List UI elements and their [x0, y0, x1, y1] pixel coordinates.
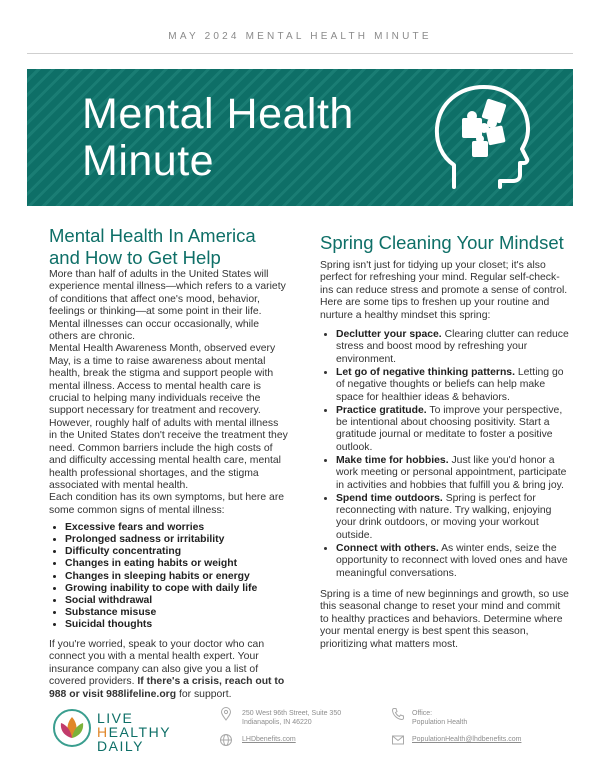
logo-initial-h: H	[97, 724, 109, 740]
banner-title-line1: Mental Health	[82, 90, 354, 138]
tip-title: Let go of negative thinking patterns.	[336, 366, 515, 378]
website-link[interactable]: LHDbenefits.com	[242, 736, 296, 743]
office-label: Office:	[412, 710, 433, 717]
tips-list	[320, 329, 570, 580]
address-block	[242, 709, 341, 727]
tip-title: Spend time outdoors.	[336, 492, 443, 504]
right-closing: Spring is a time of new beginnings and growth, so use this seasonal change to reset your mind and commit to healthy practices and behaviors. Determine where your mental energy is best spent this season, prioritizing what matters most.	[320, 588, 569, 650]
help-text: If you're worried, speak to your doctor who can connect you with a mental health expert. Your insurance company can also give you a list of covered providers.	[49, 638, 265, 688]
left-column	[49, 225, 289, 701]
right-intro: Spring isn't just for tidying up your closet; it's also perfect for refreshing your mind. Regular self-check-ins can reduce stress and promote a sense of control. Here are some tips to freshen up your routine and nurture a healthy mindset this spring:	[320, 260, 568, 321]
list-item	[336, 329, 570, 366]
crisis-text: If there's a crisis, reach out to 988 or visit 988lifeline.org	[49, 676, 285, 700]
office-value: Population Health	[412, 719, 468, 726]
address-line-2: Indianapolis, IN 46220	[242, 719, 312, 726]
list-item: • Excessive fears and worries	[65, 522, 289, 534]
office-block	[412, 709, 467, 727]
header-divider	[27, 53, 573, 54]
tip-text: As winter ends, seize the opportunity to reconnect with loved ones and have meaningful conversations.	[336, 543, 568, 579]
signs-list	[49, 522, 289, 631]
left-paragraph-4	[49, 639, 289, 701]
left-paragraph-1: More than half of adults in the United States will experience mental illness—which refers to a variety of conditions that affect one's mood, behavior, feelings or thinking—at some point in their life. Mental illnesses can occur occasionally, while others are chronic.	[49, 269, 286, 343]
list-item: • Substance misuse	[65, 607, 289, 619]
list-item	[336, 455, 570, 492]
list-item: • Suicidal thoughts	[65, 619, 289, 631]
logo-line-2	[97, 725, 171, 739]
email-link[interactable]: PopulationHealth@lhdbenefits.com	[412, 736, 522, 743]
location-pin-icon	[219, 707, 233, 721]
head-puzzle-icon	[432, 83, 532, 193]
title-banner	[27, 69, 573, 206]
tip-title: Make time for hobbies.	[336, 455, 449, 466]
list-item: • Social withdrawal	[65, 595, 289, 607]
footer	[0, 700, 600, 776]
right-section-heading: Spring Cleaning Your Mindset	[320, 232, 564, 253]
list-item	[336, 543, 570, 580]
newsletter-kicker: MAY 2024 MENTAL HEALTH MINUTE	[168, 31, 432, 42]
tip-title: Practice gratitude.	[336, 404, 427, 416]
globe-icon	[219, 733, 233, 747]
tip-text: Just like you'd honor a work meeting or personal appointment, participate in activities and hobbies that fulfill you & bring joy.	[336, 455, 567, 491]
list-item	[336, 367, 570, 404]
banner-title	[82, 91, 354, 185]
list-item: • Prolonged sadness or irritability	[65, 534, 289, 546]
phone-icon	[391, 707, 405, 721]
list-item: • Difficulty concentrating	[65, 546, 289, 558]
address-line-1: 250 West 96th Street, Suite 350	[242, 710, 342, 717]
list-item	[336, 493, 570, 542]
list-item	[336, 405, 570, 454]
logo-line-1: LIVE	[97, 710, 134, 726]
left-paragraph-3: Each condition has its own symptoms, but here are some common signs of mental illness:	[49, 492, 285, 516]
logo-line-3: DAILY	[97, 738, 144, 754]
banner-title-line2: Minute	[82, 137, 215, 185]
logo-line-2-rest: EALTHY	[108, 724, 172, 740]
tip-title: Declutter your space.	[336, 329, 442, 341]
list-item: • Changes in sleeping habits or energy	[65, 571, 289, 583]
support-text: for support.	[178, 688, 232, 700]
tip-text: Letting go of negative thoughts or beliefs can help make space for healthier ideas & behaviors.	[336, 366, 564, 403]
tip-text: To improve your perspective, be intentional about choosing positivity. Start a gratitude journal or meditate to foster a positive outlook.	[336, 404, 563, 453]
tip-text: Clearing clutter can reduce stress and boost mood by refreshing your environment.	[336, 329, 569, 365]
tip-text: Spring is perfect for reconnecting with nature. Try walking, enjoying your drink outdoors, or moving your workout outside.	[336, 492, 552, 541]
left-section-heading: Mental Health In America and How to Get Help	[49, 225, 256, 268]
right-column	[320, 232, 570, 651]
list-item: • Growing inability to cope with daily life	[65, 583, 289, 595]
lotus-logo-icon	[52, 708, 92, 748]
envelope-icon	[391, 733, 405, 747]
tip-title: Connect with others.	[336, 543, 439, 555]
left-paragraph-2: Mental Health Awareness Month, observed every May, is a time to raise awareness about mental health, break the stigma and support people with mental illness. Access to mental health care is crucial to helping many individuals receive the support necessary for treatment and recovery. However, roughly half of adults with mental illness in the United States don't receive the treatment they need. Common barriers include the high costs of and difficulty accessing mental health care, mental health professional shortages, and the stigma associated with mental health.	[49, 343, 288, 491]
list-item: • Changes in eating habits or weight	[65, 558, 289, 570]
brand-logo-text	[97, 711, 171, 753]
